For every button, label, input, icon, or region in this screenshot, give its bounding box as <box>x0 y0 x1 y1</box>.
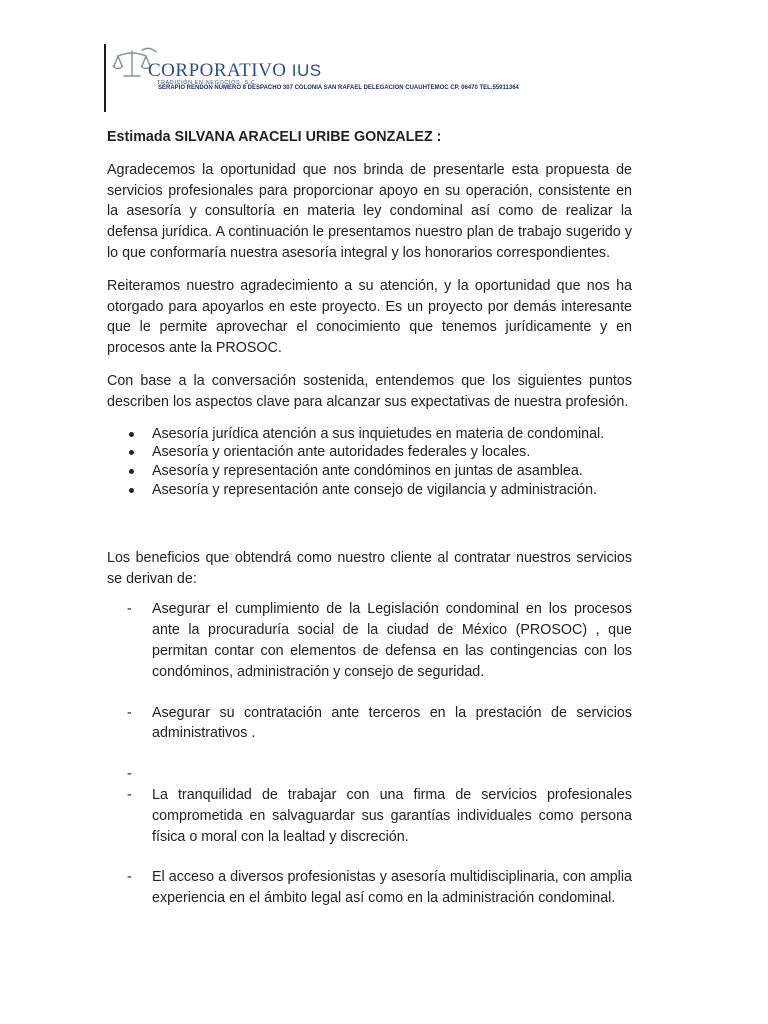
bullet-dot <box>129 488 134 493</box>
bullet-text: Asesoría y representación ante consejo de vigilancia y administración. <box>152 481 598 498</box>
dash-marker: - <box>127 766 132 783</box>
company-tagline: TRADICIÓN EN NEGOCIOS, S.C. <box>157 80 258 86</box>
bullet-text: Asesoría jurídica atención a sus inquietudes en materia de condominal. <box>152 425 605 442</box>
list-item <box>107 425 632 444</box>
letterhead <box>104 44 704 114</box>
intro-paragraph: Agradecemos la oportunidad que nos brinda de presentarle esta propuesta de servicios profesionales para proporcionar apoyo en su operación, consistente en la asesoría y consultoría en materia ley condominal así como de realizar la defensa jurídica. A continuación le presentamos nuestro plan de trabajo sugerido y lo que conformaría nuestra asesoría integral y los honorarios correspondientes. <box>107 161 632 261</box>
benefit-text: Asegurar el cumplimiento de la Legislación condominal en los procesos ante la procuraduría social de la ciudad de México (PROSOC) , que permitan contar con elementos de defensa en las contingencias con los condóminos, administración y consejo de seguridad. <box>152 601 632 680</box>
list-item <box>107 785 632 847</box>
bullet-text: Asesoría y orientación ante autoridades federales y locales. <box>152 444 531 461</box>
benefit-text: La tranquilidad de trabajar con una firma de servicios profesionales comprometida en salvaguardar sus garantías individuales como persona física o moral con la lealtad y discreción. <box>152 786 632 845</box>
list-item <box>107 443 632 462</box>
company-logo-name <box>148 60 322 82</box>
dash-marker: - <box>127 601 132 618</box>
letterhead-divider <box>104 44 106 112</box>
dash-marker: - <box>127 786 132 803</box>
greeting: Estimada SILVANA ARACELI URIBE GONZALEZ : <box>107 129 442 145</box>
list-item <box>107 462 632 481</box>
company-address: SERAPIO RENDON NUMERO 8 DESPACHO 307 COLONIA SAN RAFAEL DELEGACION CUAUHTEMOC CP. 06470 TEL.55911364 <box>158 85 519 91</box>
company-name-ius: IUS <box>291 61 322 80</box>
dash-marker: - <box>127 869 132 886</box>
list-item <box>107 703 632 745</box>
services-bullet-list <box>107 425 632 500</box>
letter-body <box>107 127 632 929</box>
bullet-dot <box>129 432 134 437</box>
list-item <box>107 867 632 909</box>
benefits-intro: Los beneficios que obtendrá como nuestro cliente al contratar nuestros servicios se derivan de: <box>107 549 632 587</box>
company-name-main: CORPORATIVO <box>148 60 287 81</box>
benefit-text: El acceso a diversos profesionistas y asesoría multidisciplinaria, con amplia experiencia en el ámbito legal así como en la administración condominal. <box>152 869 632 907</box>
bullet-text: Asesoría y representación ante condóminos en juntas de asamblea. <box>152 463 583 480</box>
bullet-dot <box>129 469 134 474</box>
benefit-text: Asegurar su contratación ante terceros en la prestación de servicios administrativos . <box>152 704 632 742</box>
bullet-dot <box>129 450 134 455</box>
list-item-empty <box>107 764 632 785</box>
list-item <box>107 599 632 682</box>
benefits-dash-list <box>107 599 632 909</box>
expectations-paragraph: Con base a la conversación sostenida, entendemos que los siguientes puntos describen los aspectos clave para alcanzar sus expectativas de nuestra profesión. <box>107 372 632 410</box>
list-item <box>107 481 632 500</box>
thanks-paragraph: Reiteramos nuestro agradecimiento a su atención, y la oportunidad que nos ha otorgado para apoyarlos en este proyecto. Es un proyecto por demás interesante que le permite aprovechar el conocimiento que tenemos jurídicamente y en procesos ante la PROSOC. <box>107 277 632 357</box>
dash-marker: - <box>127 704 132 721</box>
